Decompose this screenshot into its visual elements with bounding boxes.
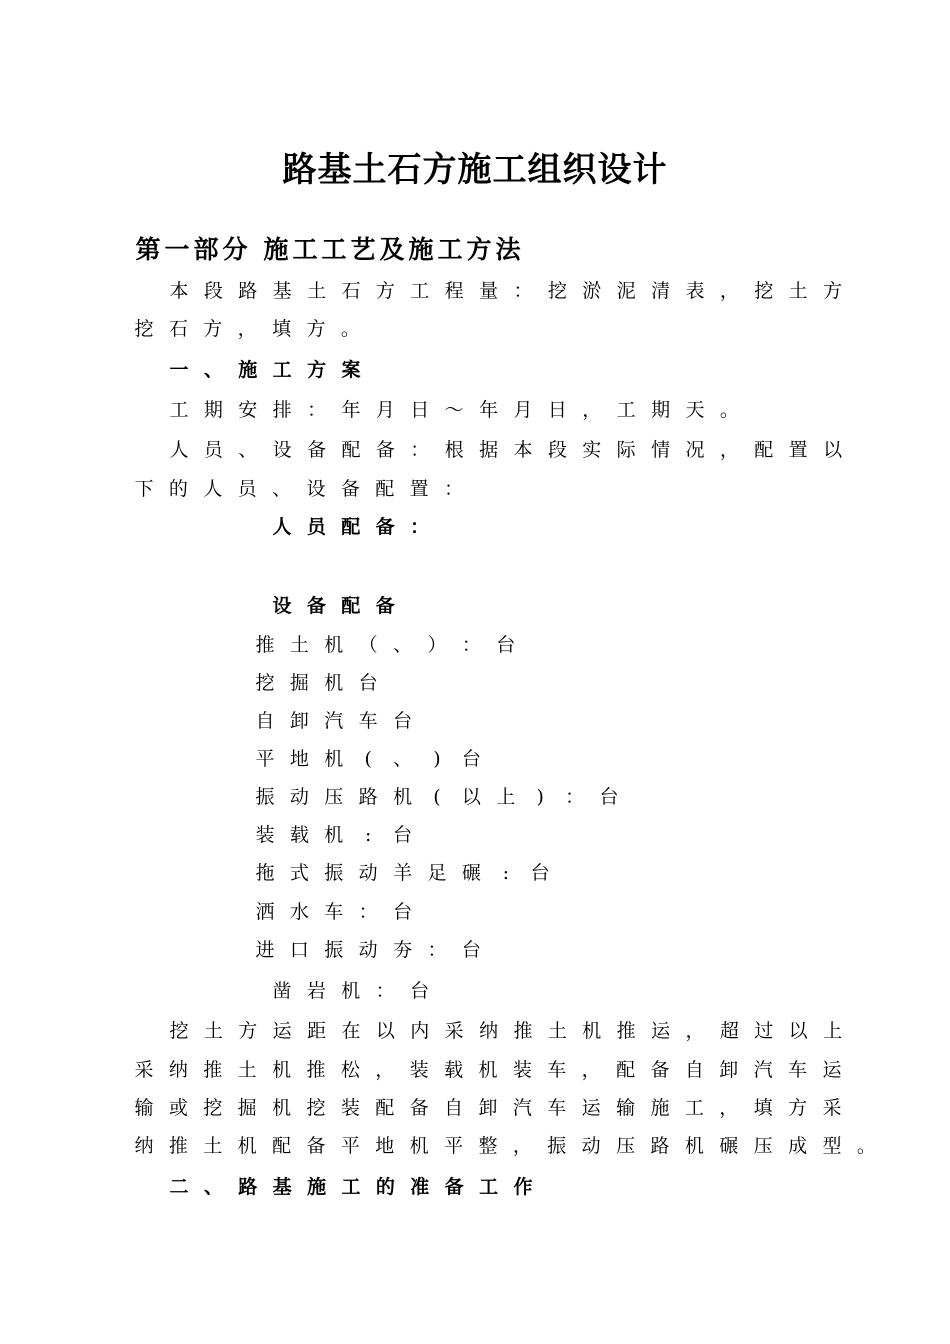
equipment-item: 洒 水 车 ： 台 — [255, 901, 413, 923]
method-line: 纳 推 土 机 配 备 平 地 机 平 整 ， 振 动 压 路 机 碾 压 成 型 。 — [134, 1135, 876, 1157]
equipment-item: 进 口 振 动 夯 ： 台 — [255, 939, 481, 961]
equipment-item: 自 卸 汽 车 台 — [255, 710, 413, 732]
part-heading: 第 一 部 分 施 工 工 艺 及 施 工 方 法 — [135, 235, 521, 264]
equipment-item: 平 地 机 ( 、 ) 台 — [255, 748, 481, 770]
equipment-heading: 设 备 配 备 — [272, 595, 395, 617]
method-line: 输 或 挖 掘 机 挖 装 配 备 自 卸 汽 车 运 输 施 工 ， 填 方 采 — [134, 1097, 842, 1119]
intro-line: 挖 石 方 ， 填 方 。 — [134, 318, 360, 340]
section-heading: 二 、 路 基 施 工 的 准 备 工 作 — [169, 1176, 533, 1198]
equipment-item: 凿 岩 机 ： 台 — [272, 980, 430, 1002]
method-line: 采 纳 推 土 机 推 松 ， 装 载 机 装 车 ， 配 备 自 卸 汽 车 运 — [134, 1059, 842, 1081]
staffing-line: 下 的 人 员 、 设 备 配 置 ： — [134, 478, 464, 500]
document-title: 路基土石方施工组织设计 — [282, 150, 668, 190]
equipment-item: 振 动 压 路 机 ( 以 上 ) ： 台 — [255, 786, 619, 808]
equipment-item: 推 土 机 （ 、 ） ： 台 — [255, 634, 516, 656]
schedule-line: 工 期 安 排 ： 年 月 日 ～ 年 月 日 ， 工 期 天 。 — [169, 399, 739, 421]
equipment-item: 装 载 机 : 台 — [255, 824, 413, 846]
method-line: 挖 土 方 运 距 在 以 内 采 纳 推 土 机 推 运 ， 超 过 以 上 — [169, 1020, 843, 1042]
staffing-line: 人 员 、 设 备 配 备 ： 根 据 本 段 实 际 情 况 ， 配 置 以 — [169, 439, 843, 461]
equipment-item: 挖 掘 机 台 — [255, 672, 378, 694]
intro-line: 本 段 路 基 土 石 方 工 程 量 ： 挖 淤 泥 清 表 ， 挖 土 方 — [169, 280, 843, 302]
personnel-heading: 人 员 配 备 ： — [272, 516, 430, 538]
section-heading: 一 、 施 工 方 案 — [169, 359, 361, 381]
equipment-item: 拖 式 振 动 羊 足 碾 : 台 — [255, 862, 550, 884]
